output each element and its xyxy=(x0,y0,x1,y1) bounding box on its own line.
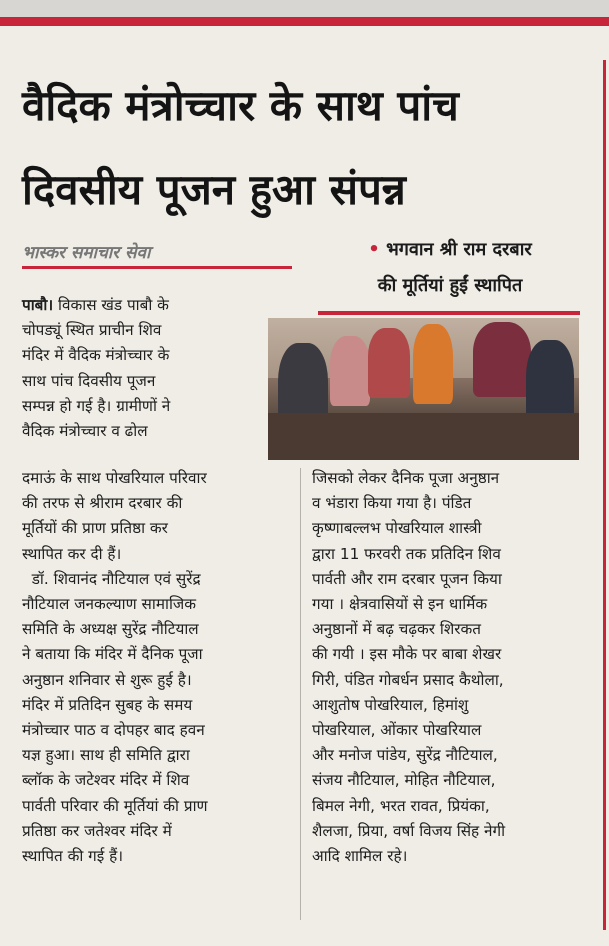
text-line: दमाऊं के साथ पोखरियाल परिवार xyxy=(22,469,207,487)
headline-line-2: दिवसीय पूजन हुआ संपन्न xyxy=(22,165,406,214)
text-line: विकास खंड पाबौ के xyxy=(58,296,169,314)
text-line: वैदिक मंत्रोच्चार व ढोल xyxy=(22,422,148,441)
subheadline-line-2: की मूर्तियां हुईं स्थापित xyxy=(377,275,523,296)
news-photo xyxy=(268,318,579,460)
text-line: स्थापित की गई हैं। xyxy=(22,847,124,866)
photo-figure xyxy=(330,336,370,406)
bullet-icon: • xyxy=(368,239,380,260)
text-line: पार्वती और राम दरबार पूजन किया xyxy=(312,569,502,588)
photo-floor xyxy=(268,413,579,460)
text-line: नौटियाल जनकल्याण सामाजिक xyxy=(22,595,196,614)
left-column xyxy=(22,466,290,869)
text-line: पार्वती परिवार की मूर्तियां की प्राण xyxy=(22,796,208,815)
right-accent-edge xyxy=(603,60,606,930)
photo-figure xyxy=(473,322,531,397)
text-line: और मनोज पांडेय, सुरेंद्र नौटियाल, xyxy=(312,746,498,765)
text-line: आदि शामिल रहे। xyxy=(312,847,408,866)
text-line: संजय नौटियाल, मोहित नौटियाल, xyxy=(312,771,496,790)
text-line: व भंडारा किया गया है। पंडित xyxy=(312,494,472,513)
text-line: आशुतोष पोखरियाल, हिमांशु xyxy=(312,695,469,714)
text-line: चोपड्यूं स्थित प्राचीन शिव xyxy=(22,321,162,340)
text-line: की गयी । इस मौके पर बाबा शेखर xyxy=(312,645,502,664)
top-accent-stripe xyxy=(0,17,609,26)
byline-rule xyxy=(22,266,292,269)
text-line: कृष्णाबल्लभ पोखरियाल शास्त्री xyxy=(312,519,482,538)
column-divider xyxy=(300,468,301,920)
subheadline-line-1: भगवान श्री राम दरबार xyxy=(386,239,532,260)
text-line: पोखरियाल, ओंकार पोखरियाल xyxy=(312,721,482,740)
text-line: मूर्तियों की प्राण प्रतिष्ठा कर xyxy=(22,519,168,538)
photo-figure xyxy=(413,324,453,404)
text-line: बिमल नेगी, भरत रावत, प्रियंका, xyxy=(312,796,490,815)
text-line: द्वारा 11 फरवरी तक प्रतिदिन शिव xyxy=(312,544,501,563)
text-line: स्थापित कर दी हैं। xyxy=(22,544,122,563)
text-line: अनुष्ठानों में बढ़ चढ़कर शिरकत xyxy=(312,620,481,639)
dateline: पाबौ। xyxy=(22,296,54,314)
text-line: अनुष्ठान शनिवार से शुरू हुई है। xyxy=(22,670,192,689)
text-line: डॉ. शिवानंद नौटियाल एवं सुरेंद्र xyxy=(31,569,201,588)
right-column xyxy=(312,466,578,869)
text-line: सम्पन्न हो गई है। ग्रामीणों ने xyxy=(22,396,171,415)
subheadline xyxy=(300,232,600,304)
text-line: यज्ञ हुआ। साथ ही समिति द्वारा xyxy=(22,746,190,765)
photo-figure xyxy=(368,328,410,398)
byline: भास्कर समाचार सेवा xyxy=(22,243,151,263)
text-line: की तरफ से श्रीराम दरबार की xyxy=(22,494,183,513)
text-line: ने बताया कि मंदिर में दैनिक पूजा xyxy=(22,645,203,664)
text-line: मंदिर में प्रतिदिन सुबह के समय xyxy=(22,695,193,714)
text-line: गिरी, पंडित गोबर्धन प्रसाद कैथोला, xyxy=(312,670,504,689)
headline-line-1: वैदिक मंत्रोच्चार के साथ पांच xyxy=(22,81,459,130)
text-line: ब्लॉक के जटेश्वर मंदिर में शिव xyxy=(22,771,190,790)
lead-column xyxy=(22,293,285,444)
text-line: शैलजा, प्रिया, वर्षा विजय सिंह नेगी xyxy=(312,821,506,840)
text-line: समिति के अध्यक्ष सुरेंद्र नौटियाल xyxy=(22,620,199,639)
subheadline-rule xyxy=(318,311,580,315)
text-line: प्रतिष्ठा कर जतेश्वर मंदिर में xyxy=(22,821,172,840)
headline xyxy=(22,64,597,232)
text-line: मंत्रोच्चार पाठ व दोपहर बाद हवन xyxy=(22,721,205,740)
text-line: साथ पांच दिवसीय पूजन xyxy=(22,371,156,390)
text-line: जिसको लेकर दैनिक पूजा अनुष्ठान xyxy=(312,469,500,487)
text-line: गया । क्षेत्रवासियों से इन धार्मिक xyxy=(312,595,488,614)
text-line: मंदिर में वैदिक मंत्रोच्चार के xyxy=(22,346,170,365)
